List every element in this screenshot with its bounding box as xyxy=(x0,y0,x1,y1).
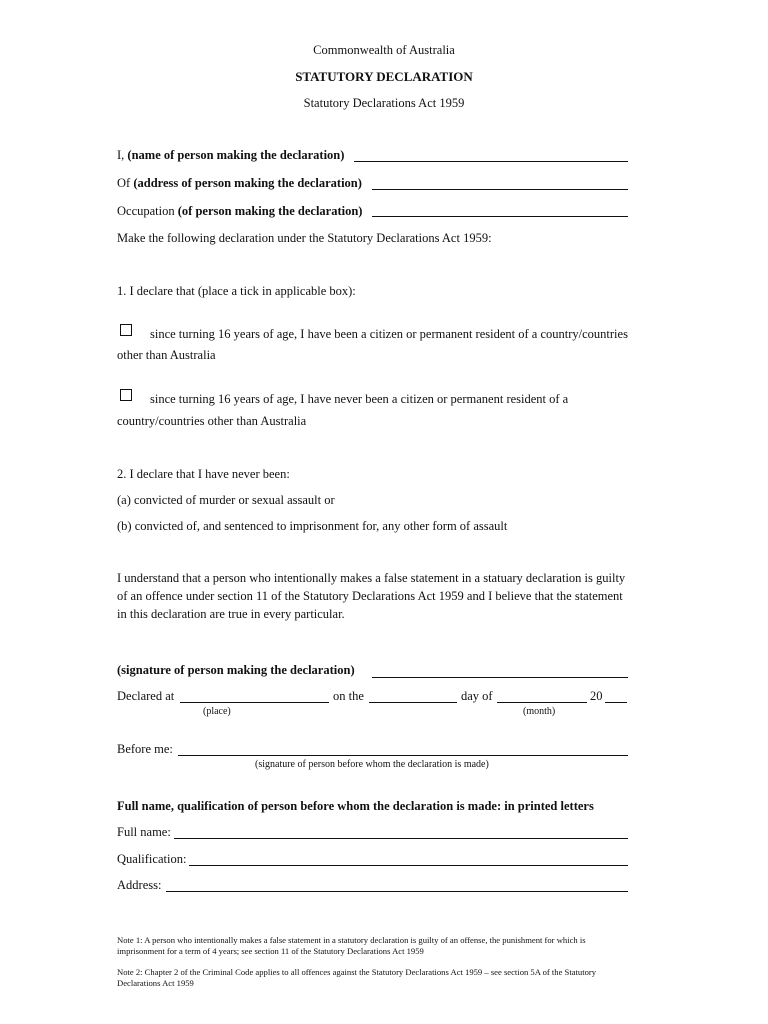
name-field[interactable] xyxy=(354,161,628,162)
address-row-label xyxy=(117,176,362,191)
month-caption: (month) xyxy=(523,706,556,717)
witness-heading: Full name, qualification of person before whom the declaration is made: in printed letters xyxy=(117,799,594,813)
address-label: (address of person making the declaration) xyxy=(133,176,362,190)
occupation-field[interactable] xyxy=(372,216,628,217)
declared-at-label: Declared at xyxy=(117,689,175,703)
month-field[interactable] xyxy=(497,702,587,703)
note1-line2: imprisonment for a term of 4 years; see section 11 of the Statutory Declarations Act 1959 xyxy=(117,946,424,956)
understanding-line3: in this declaration are true in every particular. xyxy=(117,607,345,621)
witness-signature-field[interactable] xyxy=(178,755,628,756)
occupation-label: (of person making the declaration) xyxy=(177,204,363,218)
name-prefix: I, xyxy=(117,148,128,162)
address-field[interactable] xyxy=(372,189,628,190)
before-me-label: Before me: xyxy=(117,742,173,756)
year-prefix: 20 xyxy=(590,689,603,703)
document-title: STATUTORY DECLARATION xyxy=(295,69,473,84)
year-field[interactable] xyxy=(605,702,627,703)
country-heading: Commonwealth of Australia xyxy=(313,43,455,57)
section2-item-a: (a) convicted of murder or sexual assault or xyxy=(117,493,335,507)
option2-checkbox[interactable] xyxy=(120,389,132,401)
option1-text-line1: since turning 16 years of age, I have been a citizen or permanent resident of a country/countries xyxy=(150,327,628,341)
note2-line1: Note 2: Chapter 2 of the Criminal Code applies to all offences against the Statutory Declarations Act 1959 – see section 5A of the Statutory xyxy=(117,967,597,977)
name-row-label xyxy=(117,148,344,163)
section2-item-b: (b) convicted of, and sentenced to imprisonment for, any other form of assault xyxy=(117,519,508,533)
place-caption: (place) xyxy=(203,706,231,717)
signature-field[interactable] xyxy=(372,677,628,678)
qualification-field[interactable] xyxy=(189,865,628,866)
note1-line1: Note 1: A person who intentionally makes a false statement in a statutory declaration is guilty of an offense, the punishment for which is xyxy=(117,935,586,945)
witness-address-field[interactable] xyxy=(166,891,628,892)
act-subtitle: Statutory Declarations Act 1959 xyxy=(303,96,465,110)
occupation-row-label xyxy=(117,204,362,219)
section2-heading: 2. I declare that I have never been: xyxy=(117,467,290,481)
occupation-prefix: Occupation xyxy=(117,204,178,218)
option2-text-line1: since turning 16 years of age, I have never been a citizen or permanent resident of a xyxy=(150,392,569,406)
signature-label: (signature of person making the declaration) xyxy=(117,663,355,677)
place-field[interactable] xyxy=(180,702,329,703)
note2-line2: Declarations Act 1959 xyxy=(117,978,194,988)
full-name-label: Full name: xyxy=(117,825,171,839)
address-prefix: Of xyxy=(117,176,134,190)
section1-heading: 1. I declare that (place a tick in applicable box): xyxy=(117,284,356,298)
understanding-line1: I understand that a person who intentionally makes a false statement in a statuary declaration is guilty xyxy=(117,571,626,585)
understanding-line2: of an offence under section 11 of the Statutory Declarations Act 1959 and I believe that the statement xyxy=(117,589,623,603)
option1-text-line2: other than Australia xyxy=(117,348,216,362)
make-declaration-text: Make the following declaration under the Statutory Declarations Act 1959: xyxy=(117,231,492,245)
full-name-field[interactable] xyxy=(174,838,628,839)
option1-checkbox[interactable] xyxy=(120,324,132,336)
name-label: (name of person making the declaration) xyxy=(127,148,345,162)
option2-text-line2: country/countries other than Australia xyxy=(117,414,307,428)
on-the-label: on the xyxy=(333,689,364,703)
qualification-label: Qualification: xyxy=(117,852,187,866)
day-field[interactable] xyxy=(369,702,457,703)
witness-caption: (signature of person before whom the declaration is made) xyxy=(255,759,489,770)
day-of-label: day of xyxy=(461,689,493,703)
address-witness-label: Address: xyxy=(117,878,162,892)
